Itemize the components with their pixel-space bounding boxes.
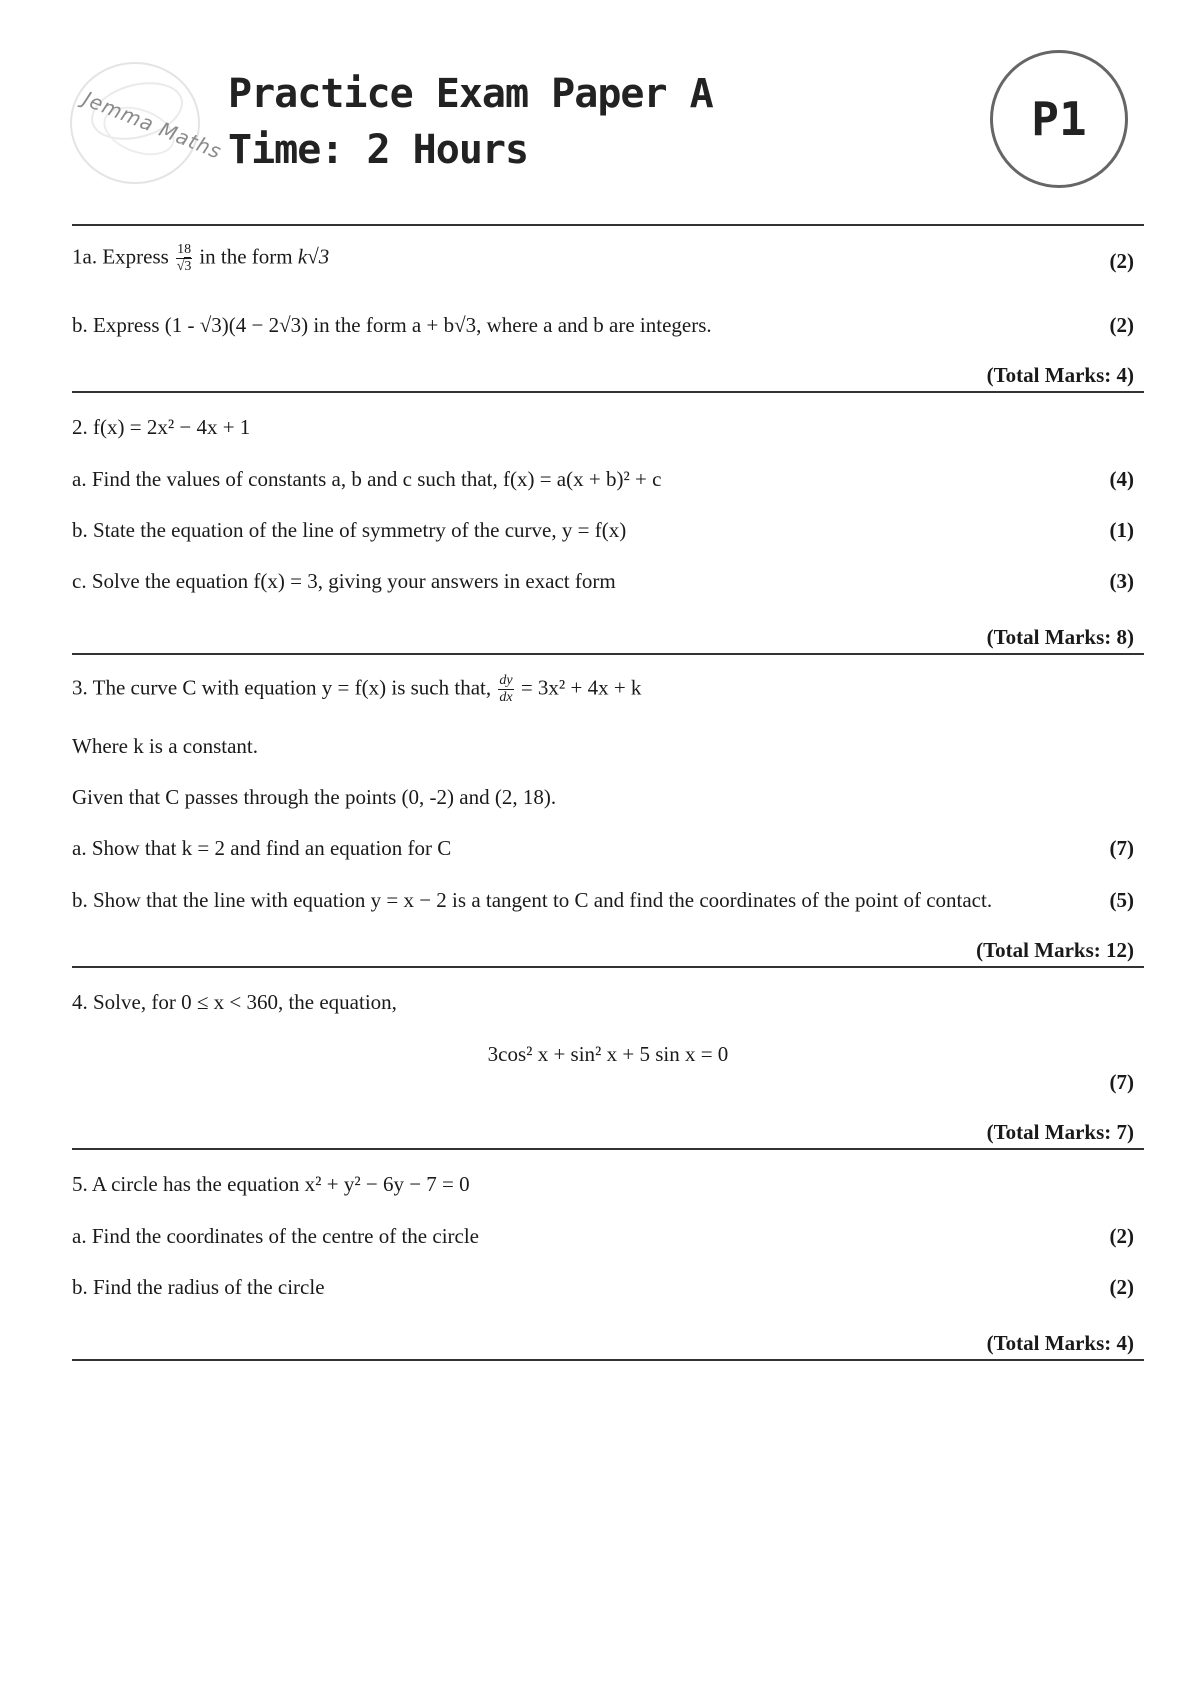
total-marks: (Total Marks: 7) <box>986 1120 1134 1144</box>
equation-text: 3cos² x + sin² x + 5 sin x = 0 <box>487 1042 729 1066</box>
stem-text: = 3x² + 4x + k <box>520 675 642 700</box>
fraction <box>176 242 192 275</box>
marks: (2) <box>1109 1224 1134 1248</box>
stem-text: 5. A circle has the equation x² + y² − 6y − 7 = 0 <box>72 1172 470 1196</box>
marks: (2) <box>1109 1275 1134 1299</box>
marks: (7) <box>1109 836 1134 860</box>
stem-text: 3. The curve C with equation y = f(x) is such that, <box>72 675 492 700</box>
derivative-fraction <box>498 673 513 706</box>
marks: (1) <box>1109 518 1134 542</box>
question-stem <box>72 673 1144 706</box>
stem-text: Where k is a constant. <box>72 734 259 758</box>
question-part <box>72 567 1144 595</box>
part-text: b. Find the radius of the circle <box>72 1275 325 1299</box>
divider <box>72 1359 1144 1361</box>
paper-badge: P1 <box>990 50 1128 188</box>
questions-area <box>72 224 1144 1361</box>
brand-logo <box>70 62 226 184</box>
divider <box>72 1148 1144 1150</box>
divider <box>72 224 1144 226</box>
marks: (2) <box>1109 249 1134 273</box>
fraction-denominator: dx <box>499 690 513 705</box>
marks: (7) <box>1109 1070 1134 1094</box>
marks: (5) <box>1109 888 1134 912</box>
question-stem <box>72 413 1144 441</box>
stem-text: 2. f(x) = 2x² − 4x + 1 <box>72 415 251 439</box>
question-5 <box>72 1170 1144 1357</box>
fraction-denominator: √3 <box>176 259 192 274</box>
marks: (4) <box>1109 467 1134 491</box>
fraction-numerator: dy <box>499 673 513 688</box>
marks: (2) <box>1109 313 1134 337</box>
part-text: b. Show that the line with equation y = x − 2 is a tangent to C and find the coordinates of the point of contact. <box>72 888 993 912</box>
part-label: 1a. Express <box>72 244 169 269</box>
divider <box>72 391 1144 393</box>
part-text: in the form <box>199 244 293 269</box>
stem-text: Given that C passes through the points (0, -2) and (2, 18). <box>72 785 557 809</box>
total-marks: (Total Marks: 12) <box>976 938 1134 962</box>
part-text: a. Find the coordinates of the centre of the circle <box>72 1224 479 1248</box>
question-stem <box>72 1170 1144 1198</box>
question-part <box>72 1222 1144 1250</box>
part-text: b. State the equation of the line of symmetry of the curve, y = f(x) <box>72 518 627 542</box>
paper-title: Practice Exam Paper A <box>228 71 713 117</box>
question-part <box>72 1068 1144 1096</box>
equation <box>72 1040 1144 1068</box>
total-marks: (Total Marks: 4) <box>986 1331 1134 1355</box>
target-form: k√3 <box>297 244 330 269</box>
part-text: a. Show that k = 2 and find an equation for C <box>72 836 452 860</box>
radicand: 3 <box>184 259 192 274</box>
question-text <box>72 783 1144 811</box>
total-marks: (Total Marks: 4) <box>986 363 1134 387</box>
question-3 <box>72 673 1144 964</box>
question-1 <box>72 242 1144 389</box>
marks: (3) <box>1109 569 1134 593</box>
part-text: b. Express (1 - √3)(4 − 2√3) in the form a + b√3, where a and b are integers. <box>72 313 712 337</box>
divider <box>72 966 1144 968</box>
question-4 <box>72 988 1144 1146</box>
part-text: a. Find the values of constants a, b and c such that, f(x) = a(x + b)² + c <box>72 467 662 491</box>
question-part <box>72 242 1144 275</box>
stem-text: 4. Solve, for 0 ≤ x < 360, the equation, <box>72 990 397 1014</box>
fraction-numerator: 18 <box>177 242 192 257</box>
question-2 <box>72 413 1144 651</box>
question-part <box>72 311 1144 339</box>
question-part <box>72 1273 1144 1301</box>
question-part <box>72 834 1144 862</box>
question-part <box>72 886 1144 914</box>
question-text <box>72 732 1144 760</box>
part-text: c. Solve the equation f(x) = 3, giving your answers in exact form <box>72 569 616 593</box>
divider <box>72 653 1144 655</box>
question-part <box>72 465 1144 493</box>
logo-text: Jemma Maths <box>79 86 226 164</box>
title-block <box>228 66 713 178</box>
paper-duration: Time: 2 Hours <box>228 127 529 173</box>
page-header <box>0 0 1200 220</box>
question-part <box>72 516 1144 544</box>
question-stem <box>72 988 1144 1016</box>
total-marks: (Total Marks: 8) <box>986 625 1134 649</box>
